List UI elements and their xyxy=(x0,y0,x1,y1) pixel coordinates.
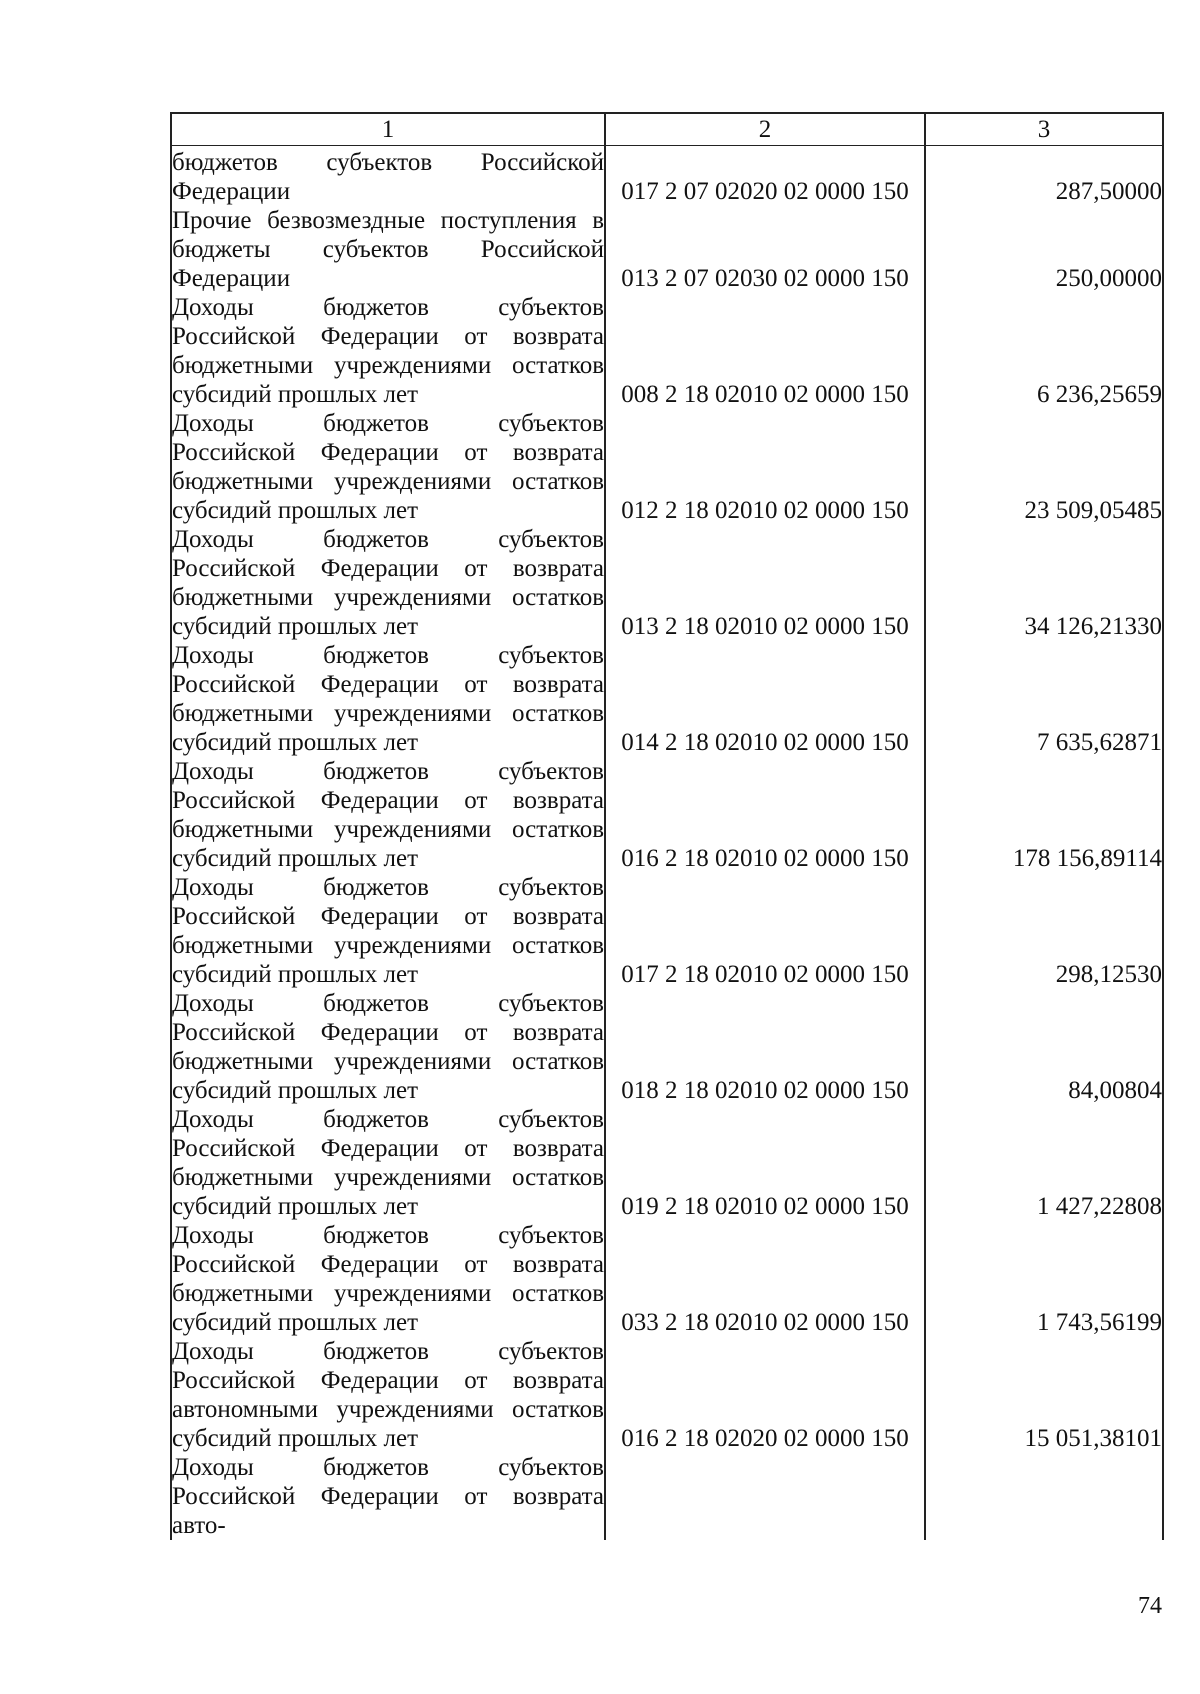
page-number: 74 xyxy=(1138,1593,1162,1619)
row-description: Доходы бюджетов субъектов Российской Федерации от возврата бюджетными учреждениями остатков субсидий прошлых лет xyxy=(172,409,604,524)
row-description: Доходы бюджетов субъектов Российской Федерации от возврата автономными учреждениями остатков субсидий прошлых лет xyxy=(172,1337,604,1452)
row-amount: 298,12530 xyxy=(925,873,1163,989)
row-amount: 287,50000 xyxy=(925,146,1163,206)
table-row xyxy=(171,1221,1163,1337)
row-amount: 1 427,22808 xyxy=(925,1105,1163,1221)
table-row xyxy=(171,757,1163,873)
row-description: Доходы бюджетов субъектов Российской Федерации от возврата бюджетными учреждениями остатков субсидий прошлых лет xyxy=(172,293,604,408)
row-code xyxy=(605,1453,925,1540)
row-amount: 84,00804 xyxy=(925,989,1163,1105)
row-amount: 15 051,38101 xyxy=(925,1337,1163,1453)
row-amount: 1 743,56199 xyxy=(925,1221,1163,1337)
row-description: Доходы бюджетов субъектов Российской Федерации от возврата бюджетными учреждениями остатков субсидий прошлых лет xyxy=(172,525,604,640)
row-amount: 250,00000 xyxy=(925,206,1163,293)
row-amount: 7 635,62871 xyxy=(925,641,1163,757)
column-header-3: 3 xyxy=(925,113,1163,146)
row-description: Доходы бюджетов субъектов Российской Федерации от возврата бюджетными учреждениями остатков субсидий прошлых лет xyxy=(172,873,604,988)
row-description: Доходы бюджетов субъектов Российской Федерации от возврата бюджетными учреждениями остатков субсидий прошлых лет xyxy=(172,757,604,872)
table-row xyxy=(171,293,1163,409)
row-code: 013 2 18 02010 02 0000 150 xyxy=(605,525,925,641)
row-amount: 23 509,05485 xyxy=(925,409,1163,525)
row-description: бюджетов субъектов Российской Федерации xyxy=(171,146,605,206)
revenue-table xyxy=(170,112,1164,1540)
row-code: 018 2 18 02010 02 0000 150 xyxy=(605,989,925,1105)
row-amount: 34 126,21330 xyxy=(925,525,1163,641)
row-amount: 178 156,89114 xyxy=(925,757,1163,873)
row-code: 017 2 07 02020 02 0000 150 xyxy=(605,146,925,206)
row-code: 016 2 18 02010 02 0000 150 xyxy=(605,757,925,873)
row-code: 014 2 18 02010 02 0000 150 xyxy=(605,641,925,757)
table-row xyxy=(171,873,1163,989)
column-header-1: 1 xyxy=(171,113,605,146)
table-row xyxy=(171,525,1163,641)
table-row xyxy=(171,1453,1163,1540)
row-code: 017 2 18 02010 02 0000 150 xyxy=(605,873,925,989)
row-code: 033 2 18 02010 02 0000 150 xyxy=(605,1221,925,1337)
table-row xyxy=(171,641,1163,757)
table-row xyxy=(171,206,1163,293)
row-description: Доходы бюджетов субъектов Российской Федерации от возврата бюджетными учреждениями остатков субсидий прошлых лет xyxy=(172,1221,604,1336)
table-row xyxy=(171,146,1163,206)
header-row xyxy=(171,113,1163,146)
row-amount xyxy=(925,1453,1163,1540)
column-header-2: 2 xyxy=(605,113,925,146)
row-code: 012 2 18 02010 02 0000 150 xyxy=(605,409,925,525)
row-code: 013 2 07 02030 02 0000 150 xyxy=(605,206,925,293)
row-description: Прочие безвозмездные поступления в бюджеты субъектов Российской Федерации xyxy=(172,206,604,292)
table-row xyxy=(171,1337,1163,1453)
row-code: 008 2 18 02010 02 0000 150 xyxy=(605,293,925,409)
row-amount: 6 236,25659 xyxy=(925,293,1163,409)
row-description: Доходы бюджетов субъектов Российской Федерации от возврата бюджетными учреждениями остатков субсидий прошлых лет xyxy=(172,989,604,1104)
row-description: Доходы бюджетов субъектов Российской Федерации от возврата авто- xyxy=(172,1453,604,1539)
row-description: Доходы бюджетов субъектов Российской Федерации от возврата бюджетными учреждениями остатков субсидий прошлых лет xyxy=(172,641,604,756)
row-code: 016 2 18 02020 02 0000 150 xyxy=(605,1337,925,1453)
row-description: Доходы бюджетов субъектов Российской Федерации от возврата бюджетными учреждениями остатков субсидий прошлых лет xyxy=(172,1105,604,1220)
table-row xyxy=(171,989,1163,1105)
table-row xyxy=(171,1105,1163,1221)
row-code: 019 2 18 02010 02 0000 150 xyxy=(605,1105,925,1221)
table-row xyxy=(171,409,1163,525)
